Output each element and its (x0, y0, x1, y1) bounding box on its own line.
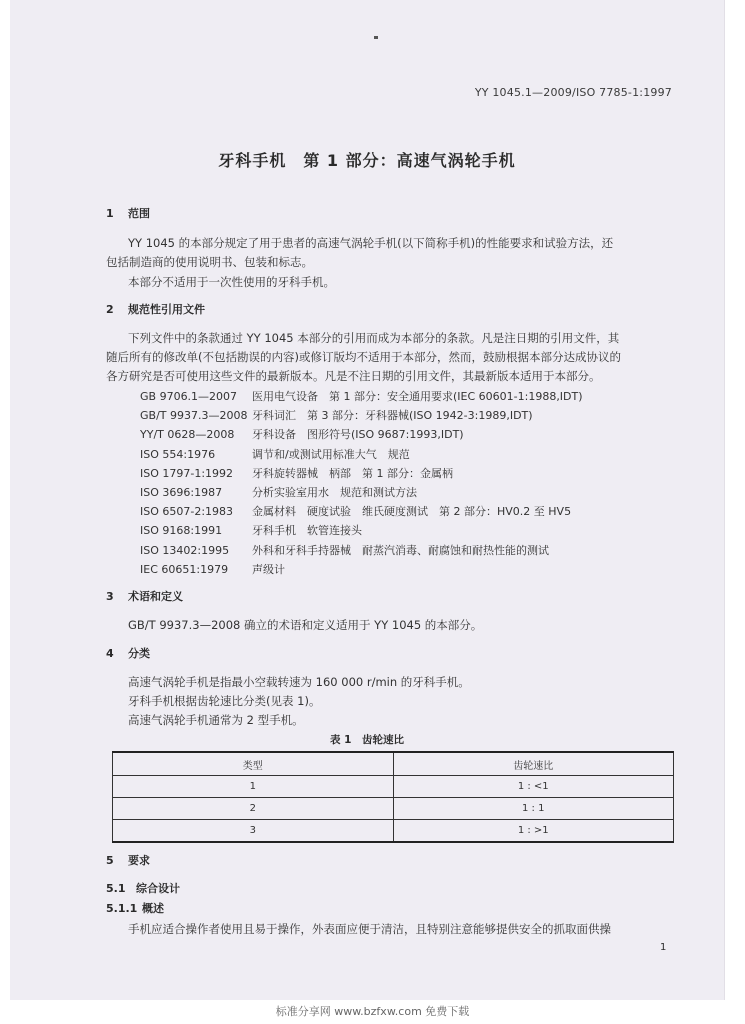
document-page (10, 0, 725, 1000)
section-2-heading (106, 301, 205, 319)
table-row (113, 776, 674, 798)
reference-item (140, 503, 571, 519)
reference-code: ISO 13402:1995 (140, 543, 230, 557)
table-cell: 1 : 1 (393, 798, 674, 820)
section-4-heading (106, 645, 150, 663)
paragraph-line: 各方研究是否可使用这些文件的最新版本。凡是不注日期的引用文件，其最新版本适用于本部分。 (106, 369, 601, 383)
section-title: 规范性引用文件 (128, 303, 205, 316)
table-cell: 3 (113, 820, 394, 843)
gear-ratio-table (112, 751, 674, 843)
reference-code: ISO 9168:1991 (140, 524, 223, 538)
subsubsection-number: 5.1.1 (106, 902, 138, 915)
reference-code: YY/T 0628—2008 (140, 428, 235, 442)
reference-item (140, 407, 533, 423)
reference-title: 牙科手机 软管连接头 (252, 524, 362, 538)
subsection-title: 综合设计 (136, 882, 180, 895)
reference-item (140, 542, 549, 558)
section-number: 1 (106, 207, 114, 220)
reference-title: 金属材料 硬度试验 维氏硬度测试 第 2 部分：HV0.2 至 HV5 (252, 505, 572, 519)
subsection-number: 5.1 (106, 882, 126, 895)
reference-title: 牙科词汇 第 3 部分：牙科器械(ISO 1942-3:1989,IDT) (252, 409, 533, 423)
table-header: 齿轮速比 (393, 752, 674, 776)
scan-mark (374, 36, 378, 39)
reference-code: GB/T 9937.3—2008 (140, 409, 248, 423)
table-row (113, 798, 674, 820)
reference-item (140, 426, 464, 442)
page-number: 1 (660, 942, 667, 953)
subsubsection-title: 概述 (142, 902, 164, 915)
footer-watermark: 标准分享网 www.bzfxw.com 免费下载 (275, 1005, 470, 1018)
paragraph-line: 随后所有的修改单(不包括勘误的内容)或修订版均不适用于本部分，然而，鼓励根据本部分达成协议的 (106, 350, 621, 364)
standard-code: YY 1045.1—2009/ISO 7785-1:1997 (474, 86, 672, 99)
section-number: 3 (106, 590, 114, 603)
section-number: 2 (106, 303, 114, 316)
section-title: 要求 (128, 854, 150, 867)
paragraph-line: YY 1045 的本部分规定了用于患者的高速气涡轮手机(以下简称手机)的性能要求和试验方法，还 (128, 236, 614, 250)
reference-title: 调节和/或测试用标准大气 规范 (252, 447, 410, 461)
section-number: 5 (106, 854, 114, 867)
reference-code: ISO 1797-1:1992 (140, 466, 234, 480)
reference-title: 牙科设备 图形符号(ISO 9687:1993,IDT) (252, 428, 464, 442)
reference-item (140, 388, 583, 404)
section-3-heading (106, 588, 183, 606)
reference-code: ISO 554:1976 (140, 447, 216, 461)
reference-code: ISO 6507-2:1983 (140, 505, 234, 519)
paragraph: 高速气涡轮手机是指最小空载转速为 160 000 r/min 的牙科手机。 (128, 675, 470, 689)
reference-title: 牙科旋转器械 柄部 第 1 部分：金属柄 (252, 466, 453, 480)
section-1-heading (106, 205, 150, 223)
reference-title: 分析实验室用水 规范和测试方法 (252, 486, 417, 499)
document-title: 牙科手机 第 1 部分：高速气涡轮手机 (218, 151, 516, 170)
table-cell: 1 : >1 (393, 820, 674, 843)
section-title: 术语和定义 (128, 590, 183, 603)
table-cell: 1 : <1 (393, 776, 674, 798)
table-header: 类型 (113, 752, 394, 776)
table-cell: 2 (113, 798, 394, 820)
reference-code: GB 9706.1—2007 (140, 390, 238, 403)
reference-item (140, 446, 410, 462)
reference-title: 声级计 (252, 562, 285, 576)
paragraph: GB/T 9937.3—2008 确立的术语和定义适用于 YY 1045 的本部分。 (128, 618, 483, 632)
reference-item (140, 561, 285, 577)
section-number: 4 (106, 647, 114, 660)
paragraph: 手机应适合操作者使用且易于操作，外表面应便于清洁，且特别注意能够提供安全的抓取面供操 (128, 922, 611, 936)
section-5-heading (106, 852, 150, 870)
reference-code: IEC 60651:1979 (140, 562, 229, 576)
table-caption: 表 1 齿轮速比 (330, 734, 404, 746)
paragraph: 本部分不适用于一次性使用的牙科手机。 (128, 275, 335, 289)
paragraph: 牙科手机根据齿轮速比分类(见表 1)。 (128, 694, 321, 708)
paragraph-line: 包括制造商的使用说明书、包装和标志。 (106, 255, 313, 269)
section-title: 分类 (128, 647, 150, 660)
table-row (113, 820, 674, 843)
reference-item (140, 484, 417, 500)
reference-item (140, 465, 453, 481)
reference-title: 医用电气设备 第 1 部分：安全通用要求(IEC 60601-1:1988,IDT) (252, 390, 583, 403)
paragraph-line: 下列文件中的条款通过 YY 1045 本部分的引用而成为本部分的条款。凡是注日期的引用文件，其 (128, 331, 620, 345)
subsubsection-heading (106, 900, 164, 918)
reference-code: ISO 3696:1987 (140, 486, 223, 499)
reference-title: 外科和牙科手持器械 耐蒸汽消毒、耐腐蚀和耐热性能的测试 (252, 543, 549, 557)
reference-item (140, 522, 362, 538)
subsection-heading (106, 880, 180, 898)
section-title: 范围 (128, 207, 150, 220)
paragraph: 高速气涡轮手机通常为 2 型手机。 (128, 713, 304, 727)
table-cell: 1 (113, 776, 394, 798)
